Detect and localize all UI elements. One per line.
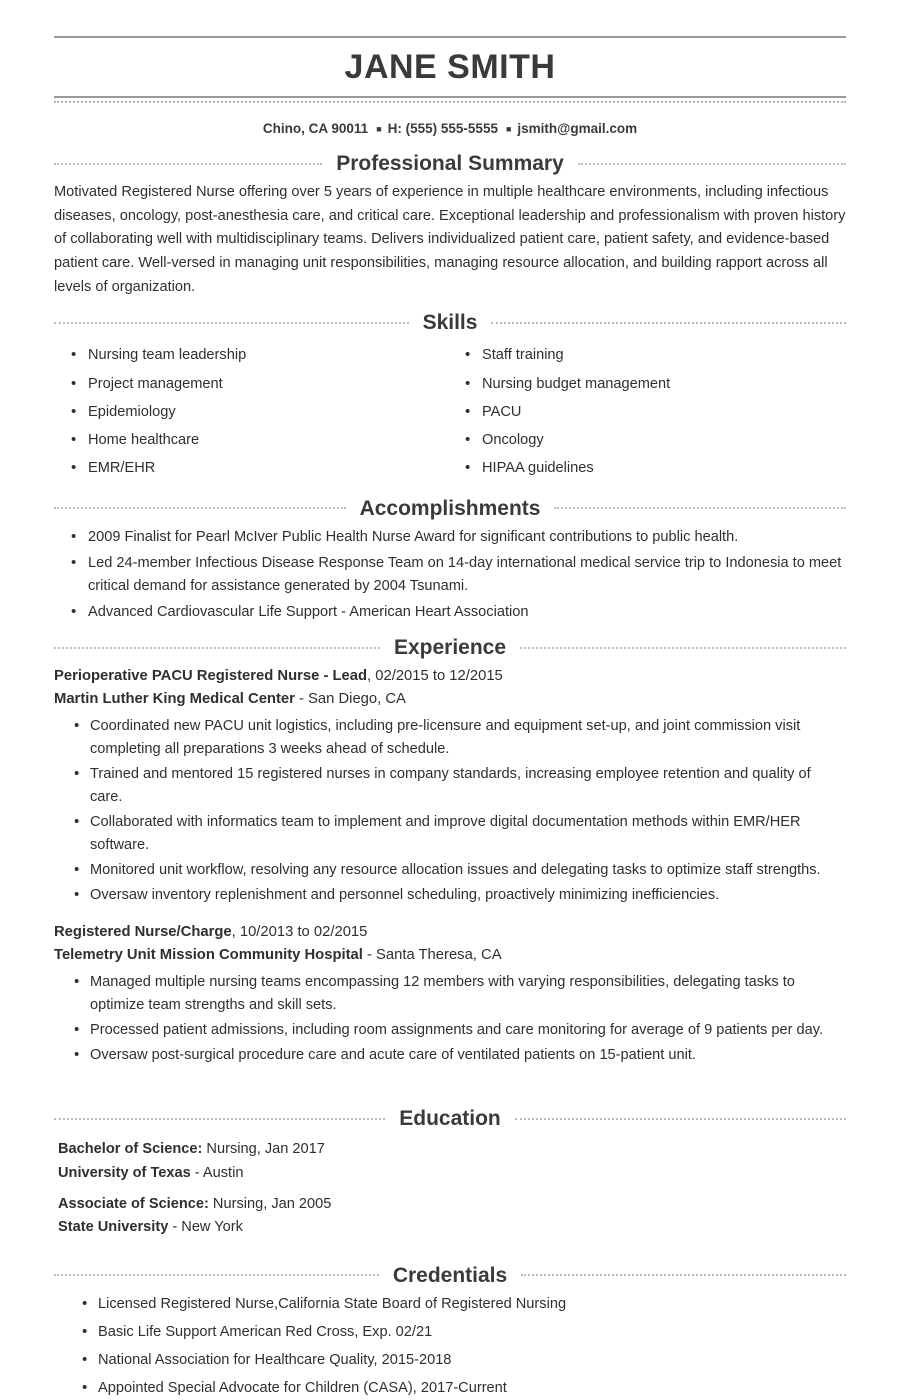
- education-entry: [54, 1193, 846, 1240]
- education-school-location: - New York: [168, 1219, 243, 1236]
- job-location: - San Diego, CA: [294, 691, 406, 708]
- education-school: State University: [58, 1219, 169, 1236]
- list-item: • Epidemiology: [54, 401, 450, 424]
- list-item: • Processed patient admissions, including room assignments and care monitoring for average of 9 patients per day.: [54, 1019, 846, 1042]
- section-title: Credentials: [392, 1263, 508, 1287]
- experience-entry: [54, 665, 846, 907]
- section-gap: [54, 1240, 846, 1252]
- skills-columns: [54, 340, 846, 484]
- section-title: Skills: [422, 311, 478, 335]
- education-degree: Bachelor of Science:: [58, 1141, 203, 1158]
- education-degree-line: [54, 1138, 846, 1161]
- heading-rule-right: [578, 163, 846, 165]
- list-item: • Trained and mentored 15 registered nurses in company standards, increasing employee retention and quality of care.: [54, 763, 846, 809]
- list-item: • Coordinated new PACU unit logistics, including pre-licensure and equipment set-up, and joint commission visit completing all preparations 3 weeks ahead of schedule.: [54, 715, 846, 761]
- skills-column-left: [54, 340, 450, 484]
- heading-rule-left: [54, 507, 346, 509]
- list-item: • Collaborated with informatics team to implement and improve digital documentation methods within EMR/HER software.: [54, 811, 846, 857]
- contact-separator-icon: ■: [505, 123, 512, 134]
- accomplishments-list: [54, 526, 846, 624]
- contact-separator-icon: ■: [376, 123, 382, 134]
- section-heading-accomplishments: [54, 497, 846, 520]
- contact-location: Chino, CA 90011: [262, 121, 369, 137]
- list-item: • Nursing team leadership: [54, 344, 450, 367]
- education-field: Nursing, Jan 2017: [202, 1141, 325, 1158]
- header-bottom-rule: [54, 96, 846, 98]
- education-entry: [54, 1138, 846, 1185]
- job-company-line: [54, 688, 846, 711]
- list-item: • 2009 Finalist for Pearl McIver Public Health Nurse Award for significant contributions to public health.: [54, 526, 846, 549]
- job-title: Registered Nurse/Charge: [54, 924, 232, 941]
- contact-email: jsmith@gmail.com: [517, 121, 638, 137]
- job-bullets: [54, 715, 846, 907]
- section-experience: [54, 636, 846, 1067]
- education-school-line: [54, 1216, 846, 1239]
- list-item: • Appointed Special Advocate for Children (CASA), 2017-Current: [54, 1377, 846, 1400]
- education-school: University of Texas: [58, 1164, 191, 1181]
- heading-rule-right: [520, 647, 846, 649]
- job-location: - Santa Theresa, CA: [362, 947, 502, 964]
- section-heading-skills: [54, 311, 846, 334]
- list-item: • Home healthcare: [54, 429, 450, 452]
- section-title: Education: [399, 1107, 501, 1131]
- heading-rule-left: [54, 1118, 385, 1120]
- heading-rule-left: [54, 322, 409, 324]
- education-school-line: [54, 1162, 846, 1185]
- education-school-location: - Austin: [190, 1164, 244, 1181]
- section-heading-credentials: [54, 1264, 846, 1287]
- job-bullets: [54, 971, 846, 1067]
- section-title: Accomplishments: [359, 496, 541, 520]
- skills-list-left: [54, 344, 450, 479]
- heading-rule-left: [54, 647, 380, 649]
- job-company: Martin Luther King Medical Center: [54, 691, 295, 708]
- section-professional-summary: [54, 152, 846, 299]
- section-heading-experience: [54, 636, 846, 659]
- list-item: • Nursing budget management: [450, 373, 846, 396]
- education-degree-line: [54, 1193, 846, 1216]
- section-title: Professional Summary: [336, 152, 564, 176]
- section-heading-professional-summary: [54, 152, 846, 175]
- list-item: • Staff training: [450, 344, 846, 367]
- job-title: Perioperative PACU Registered Nurse - Lead: [54, 668, 368, 685]
- summary-text: Motivated Registered Nurse offering over 5 years of experience in multiple healthcare environments, including infectious diseases, oncology, post-anesthesia care, and critical care. Exceptional leadership and professionalism with proven history of collaborating well with multidisciplinary teams. Delivers individualized patient care, patient safety, and evidence-based patient care. Well-versed in managing unit responsibilities, managing resource allocation, and building rapport across all levels of organization.: [54, 184, 846, 295]
- list-item: • Led 24-member Infectious Disease Response Team on 14-day international medical service trip to Indonesia to meet critical demand for assistance generated by 2004 Tsunami.: [54, 552, 846, 598]
- heading-rule-right: [554, 507, 846, 509]
- list-item: • Monitored unit workflow, resolving any resource allocation issues and delegating tasks to optimize staff strengths.: [54, 859, 846, 882]
- section-accomplishments: [54, 497, 846, 624]
- job-title-line: [54, 665, 846, 688]
- section-gap: [54, 1069, 846, 1095]
- skills-column-right: [450, 340, 846, 484]
- section-education: [54, 1107, 846, 1239]
- list-item: • HIPAA guidelines: [450, 457, 846, 480]
- section-credentials: [54, 1264, 846, 1400]
- contact-phone: H: (555) 555-5555: [387, 121, 498, 137]
- resume-header: [54, 0, 846, 140]
- job-company-line: [54, 944, 846, 967]
- list-item: • Advanced Cardiovascular Life Support - American Heart Association: [54, 601, 846, 624]
- heading-rule-right: [515, 1118, 846, 1120]
- job-dates: , 10/2013 to 02/2015: [231, 924, 368, 941]
- experience-entry: [54, 921, 846, 1067]
- list-item: • Licensed Registered Nurse,California State Board of Registered Nursing: [54, 1293, 846, 1316]
- education-field: Nursing, Jan 2005: [208, 1196, 332, 1213]
- job-company: Telemetry Unit Mission Community Hospital: [54, 947, 363, 964]
- heading-rule-left: [54, 163, 322, 165]
- heading-rule-left: [54, 1274, 379, 1276]
- list-item: • PACU: [450, 401, 846, 424]
- contact-line: [54, 103, 846, 140]
- list-item: • Basic Life Support American Red Cross, Exp. 02/21: [54, 1321, 846, 1344]
- job-dates: , 02/2015 to 12/2015: [367, 668, 503, 685]
- section-title: Experience: [393, 636, 507, 659]
- section-skills: [54, 311, 846, 484]
- list-item: • EMR/EHR: [54, 457, 450, 480]
- list-item: • Oversaw inventory replenishment and personnel scheduling, proactively minimizing inefficiencies.: [54, 884, 846, 907]
- education-degree: Associate of Science:: [58, 1196, 209, 1213]
- credentials-list: [54, 1293, 846, 1400]
- skills-list-right: [450, 344, 846, 479]
- list-item: • Oversaw post-surgical procedure care and acute care of ventilated patients on 15-patient unit.: [54, 1044, 846, 1067]
- list-item: • Project management: [54, 373, 450, 396]
- candidate-name: JANE SMITH: [344, 48, 556, 86]
- section-heading-education: [54, 1107, 846, 1130]
- heading-rule-right: [491, 322, 846, 324]
- job-title-line: [54, 921, 846, 944]
- list-item: • National Association for Healthcare Quality, 2015-2018: [54, 1349, 846, 1372]
- list-item: • Oncology: [450, 429, 846, 452]
- heading-rule-right: [521, 1274, 846, 1276]
- list-item: • Managed multiple nursing teams encompassing 12 members with varying responsibilities, delegating tasks to optimize team strengths and skill sets.: [54, 971, 846, 1017]
